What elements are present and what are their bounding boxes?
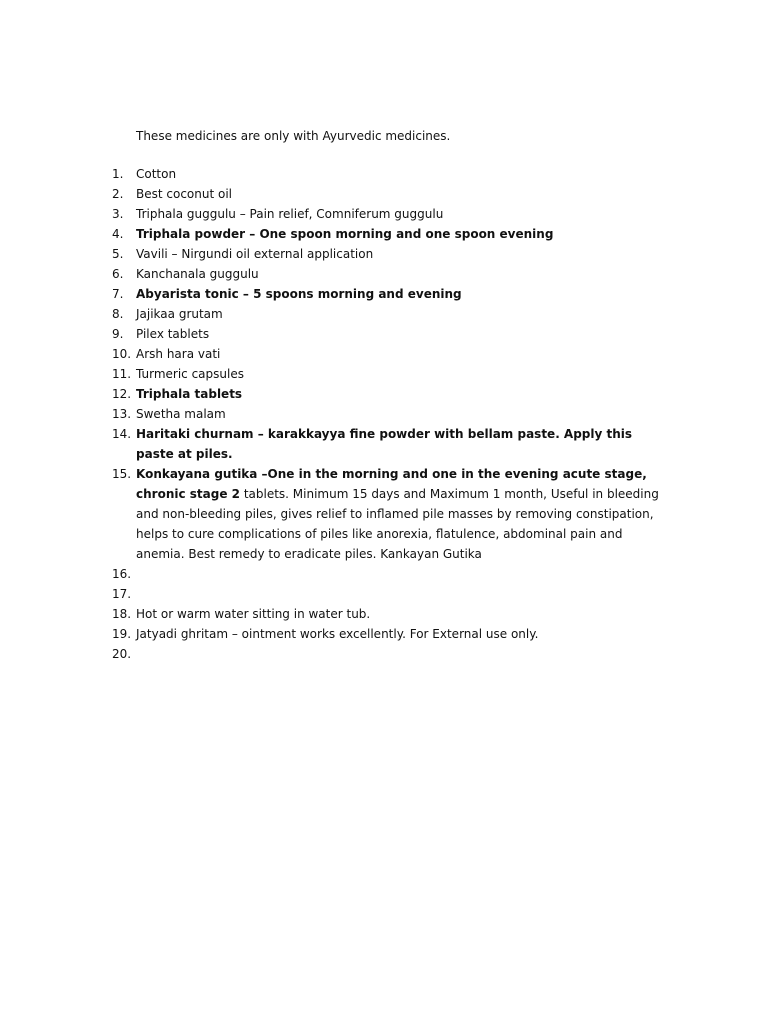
item-number: 6. — [112, 267, 124, 281]
item-number: 19. — [112, 627, 132, 641]
item-text: Pilex tablets — [136, 327, 210, 341]
list-item — [112, 424, 672, 464]
item-number: 7. — [112, 287, 124, 301]
medicine-list — [112, 164, 672, 664]
item-number: 18. — [112, 607, 132, 621]
item-number: 1. — [112, 167, 124, 181]
item-number: 14. — [112, 427, 132, 441]
item-text: Arsh hara vati — [136, 347, 221, 361]
item-number: 3. — [112, 207, 124, 221]
item-text: Best coconut oil — [136, 187, 233, 201]
item-text: Vavili – Nirgundi oil external application — [136, 247, 374, 261]
item-number: 4. — [112, 227, 124, 241]
item-text: Jatyadi ghritam – ointment works excellently. For External use only. — [136, 627, 539, 641]
list-item — [112, 324, 672, 344]
item-text-rest: tablets. Minimum 15 days and Maximum 1 month, Useful in bleeding and non-bleeding piles, gives relief to inflamed pile masses by removing constipation, helps to cure complications of piles like anorexia, flatulence, abdominal pain and anemia. Best remedy to eradicate piles. Kankayan Gutika — [136, 487, 659, 561]
item-text: Swetha malam — [136, 407, 226, 421]
item-text — [136, 464, 664, 564]
list-item — [112, 344, 672, 364]
list-item — [112, 164, 672, 184]
list-item — [112, 184, 672, 204]
list-item — [112, 564, 672, 584]
item-text: Hot or warm water sitting in water tub. — [136, 607, 371, 621]
list-item — [112, 364, 672, 384]
item-number: 9. — [112, 327, 124, 341]
list-item — [112, 624, 672, 644]
list-item — [112, 464, 672, 564]
item-number: 12. — [112, 387, 132, 401]
list-item — [112, 604, 672, 624]
list-item — [112, 264, 672, 284]
item-number: 2. — [112, 187, 124, 201]
item-text: Triphala guggulu – Pain relief, Comniferum guggulu — [136, 207, 444, 221]
item-number: 17. — [112, 587, 132, 601]
item-text: Triphala powder – One spoon morning and one spoon evening — [136, 227, 554, 241]
list-item — [112, 584, 672, 604]
item-number: 11. — [112, 367, 132, 381]
list-item — [112, 644, 672, 664]
item-text: Kanchanala guggulu — [136, 267, 259, 281]
item-text: Haritaki churnam – karakkayya fine powder with bellam paste. Apply this paste at piles. — [136, 427, 633, 461]
list-item — [112, 284, 672, 304]
item-text: Abyarista tonic – 5 spoons morning and evening — [136, 287, 462, 301]
list-item — [112, 404, 672, 424]
item-number: 15. — [112, 467, 132, 481]
intro-text: These medicines are only with Ayurvedic medicines. — [136, 129, 451, 143]
item-text-bold: Konkayana gutika –One in the morning and one in the evening acute stage, chronic stage 2 — [136, 467, 647, 501]
item-text: Turmeric capsules — [136, 367, 244, 381]
item-text: Triphala tablets — [136, 387, 243, 401]
item-text: Cotton — [136, 167, 177, 181]
list-item — [112, 304, 672, 324]
item-number: 20. — [112, 647, 132, 661]
item-number: 10. — [112, 347, 132, 361]
item-text: Jajikaa grutam — [136, 307, 223, 321]
list-item — [112, 244, 672, 264]
item-number: 8. — [112, 307, 124, 321]
list-item — [112, 204, 672, 224]
item-number: 16. — [112, 567, 132, 581]
item-number: 13. — [112, 407, 132, 421]
list-item — [112, 384, 672, 404]
item-number: 5. — [112, 247, 124, 261]
list-item — [112, 224, 672, 244]
